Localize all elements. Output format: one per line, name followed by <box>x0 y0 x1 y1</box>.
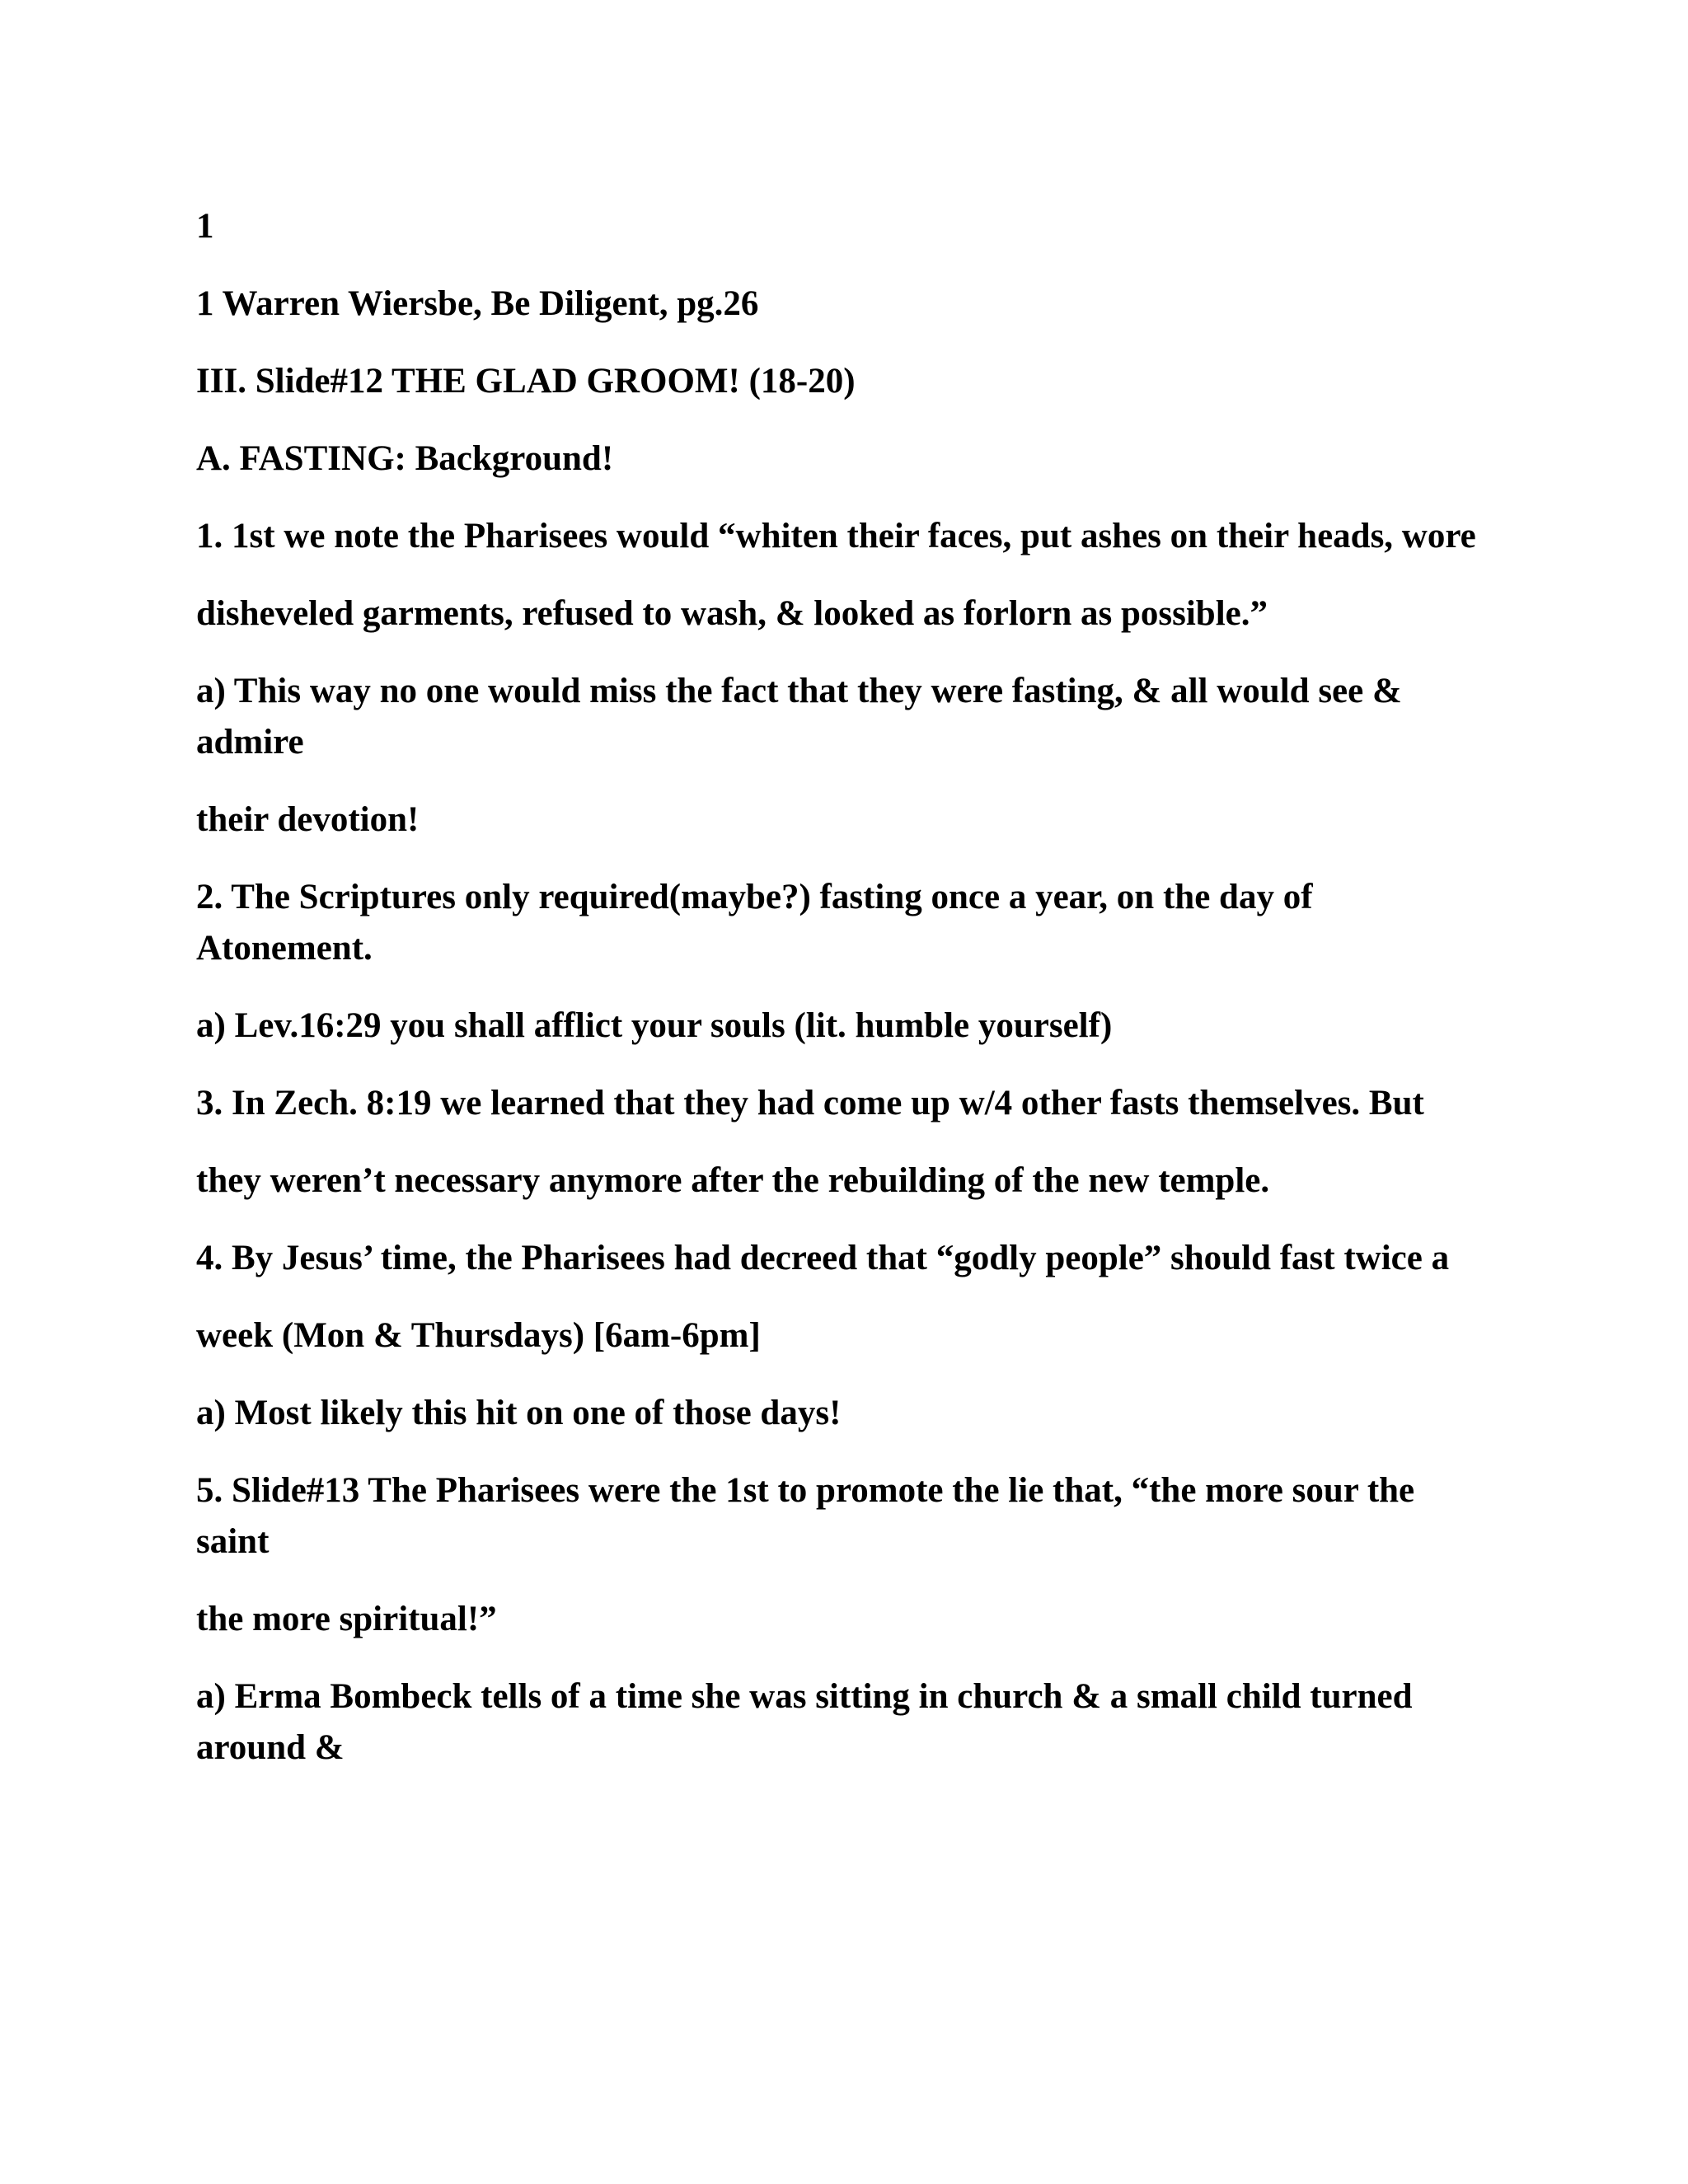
paragraph: week (Mon & Thursdays) [6am-6pm] <box>196 1316 761 1355</box>
paragraph: 4. By Jesus’ time, the Pharisees had decreed that “godly people” should fast twice a <box>196 1239 1450 1277</box>
section-heading: III. Slide#12 THE GLAD GROOM! (18-20) <box>196 362 856 401</box>
footnote-citation: 1 Warren Wiersbe, Be Diligent, pg.26 <box>196 284 759 323</box>
paragraph: a) This way no one would miss the fact that they were fasting, & all would see & admire <box>196 672 1402 762</box>
paragraph: 2. The Scriptures only required(maybe?) fasting once a year, on the day of Atonement. <box>196 878 1313 968</box>
paragraph: they weren’t necessary anymore after the rebuilding of the new temple. <box>196 1161 1270 1200</box>
paragraph: disheveled garments, refused to wash, & looked as forlorn as possible.” <box>196 594 1268 633</box>
paragraph: 3. In Zech. 8:19 we learned that they had come up w/4 other fasts themselves. But <box>196 1084 1424 1122</box>
subsection-heading: A. FASTING: Background! <box>196 439 614 478</box>
paragraph: 5. Slide#13 The Pharisees were the 1st to promote the lie that, “the more sour the saint <box>196 1471 1415 1561</box>
page-number: 1 <box>196 207 214 246</box>
paragraph: their devotion! <box>196 800 420 839</box>
paragraph: the more spiritual!” <box>196 1600 497 1638</box>
paragraph: 1. 1st we note the Pharisees would “whiten their faces, put ashes on their heads, wore <box>196 517 1476 555</box>
paragraph: a) Lev.16:29 you shall afflict your souls (lit. humble yourself) <box>196 1006 1113 1045</box>
paragraph: a) Erma Bombeck tells of a time she was sitting in church & a small child turned around & <box>196 1677 1413 1767</box>
document-body <box>196 201 1482 1800</box>
paragraph: a) Most likely this hit on one of those days! <box>196 1394 842 1432</box>
